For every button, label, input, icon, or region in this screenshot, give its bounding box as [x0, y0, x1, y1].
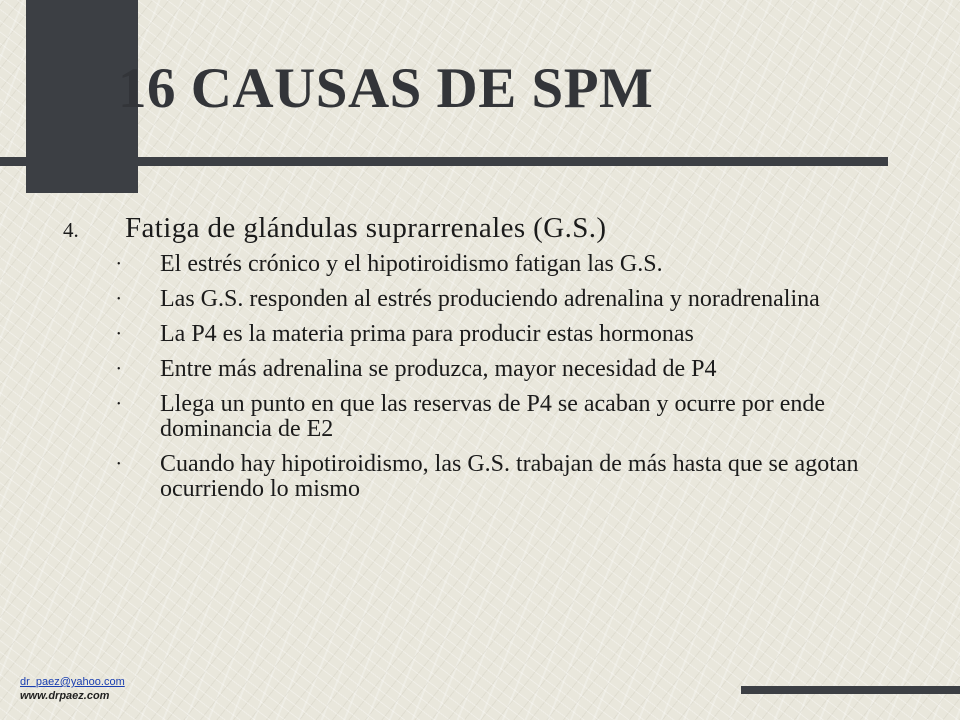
bottom-accent-bar: [741, 686, 960, 694]
bullet-marker-icon: •: [117, 294, 121, 305]
footer-email-link[interactable]: dr_paez@yahoo.com: [20, 676, 125, 688]
bullet-marker-icon: •: [117, 399, 121, 410]
bullet-item: [114, 252, 904, 277]
section-heading: [63, 212, 606, 245]
bullet-item: [114, 287, 904, 312]
section-number: 4.: [63, 218, 79, 242]
bullet-text: Llega un punto en que las reservas de P4 se acaban y ocurre por ende dominancia de E2: [160, 391, 826, 442]
bullet-text: Las G.S. responden al estrés produciendo adrenalina y noradrenalina: [160, 286, 820, 312]
bullet-item: [114, 392, 904, 442]
bullet-text: Cuando hay hipotiroidismo, las G.S. trabajan de más hasta que se agotan ocurriendo lo mismo: [160, 451, 859, 502]
bullet-marker-icon: •: [117, 329, 121, 340]
title-underline-bar: [0, 157, 888, 166]
bullet-text: La P4 es la materia prima para producir estas hormonas: [160, 321, 694, 347]
bullet-item: [114, 357, 904, 382]
bullet-text: Entre más adrenalina se produzca, mayor necesidad de P4: [160, 356, 717, 382]
bullet-marker-icon: •: [117, 259, 121, 270]
bullet-text: El estrés crónico y el hipotiroidismo fatigan las G.S.: [160, 251, 663, 277]
bullet-marker-icon: •: [117, 364, 121, 375]
bullet-item: [114, 322, 904, 347]
footer: [20, 675, 125, 703]
section-heading-text: Fatiga de glándulas suprarrenales (G.S.): [125, 212, 607, 244]
slide-title: 16 CAUSAS DE SPM: [118, 57, 654, 120]
bullet-item: [114, 452, 904, 502]
bullet-marker-icon: •: [117, 459, 121, 470]
bullet-list: [114, 252, 904, 512]
footer-website: www.drpaez.com: [20, 690, 110, 702]
